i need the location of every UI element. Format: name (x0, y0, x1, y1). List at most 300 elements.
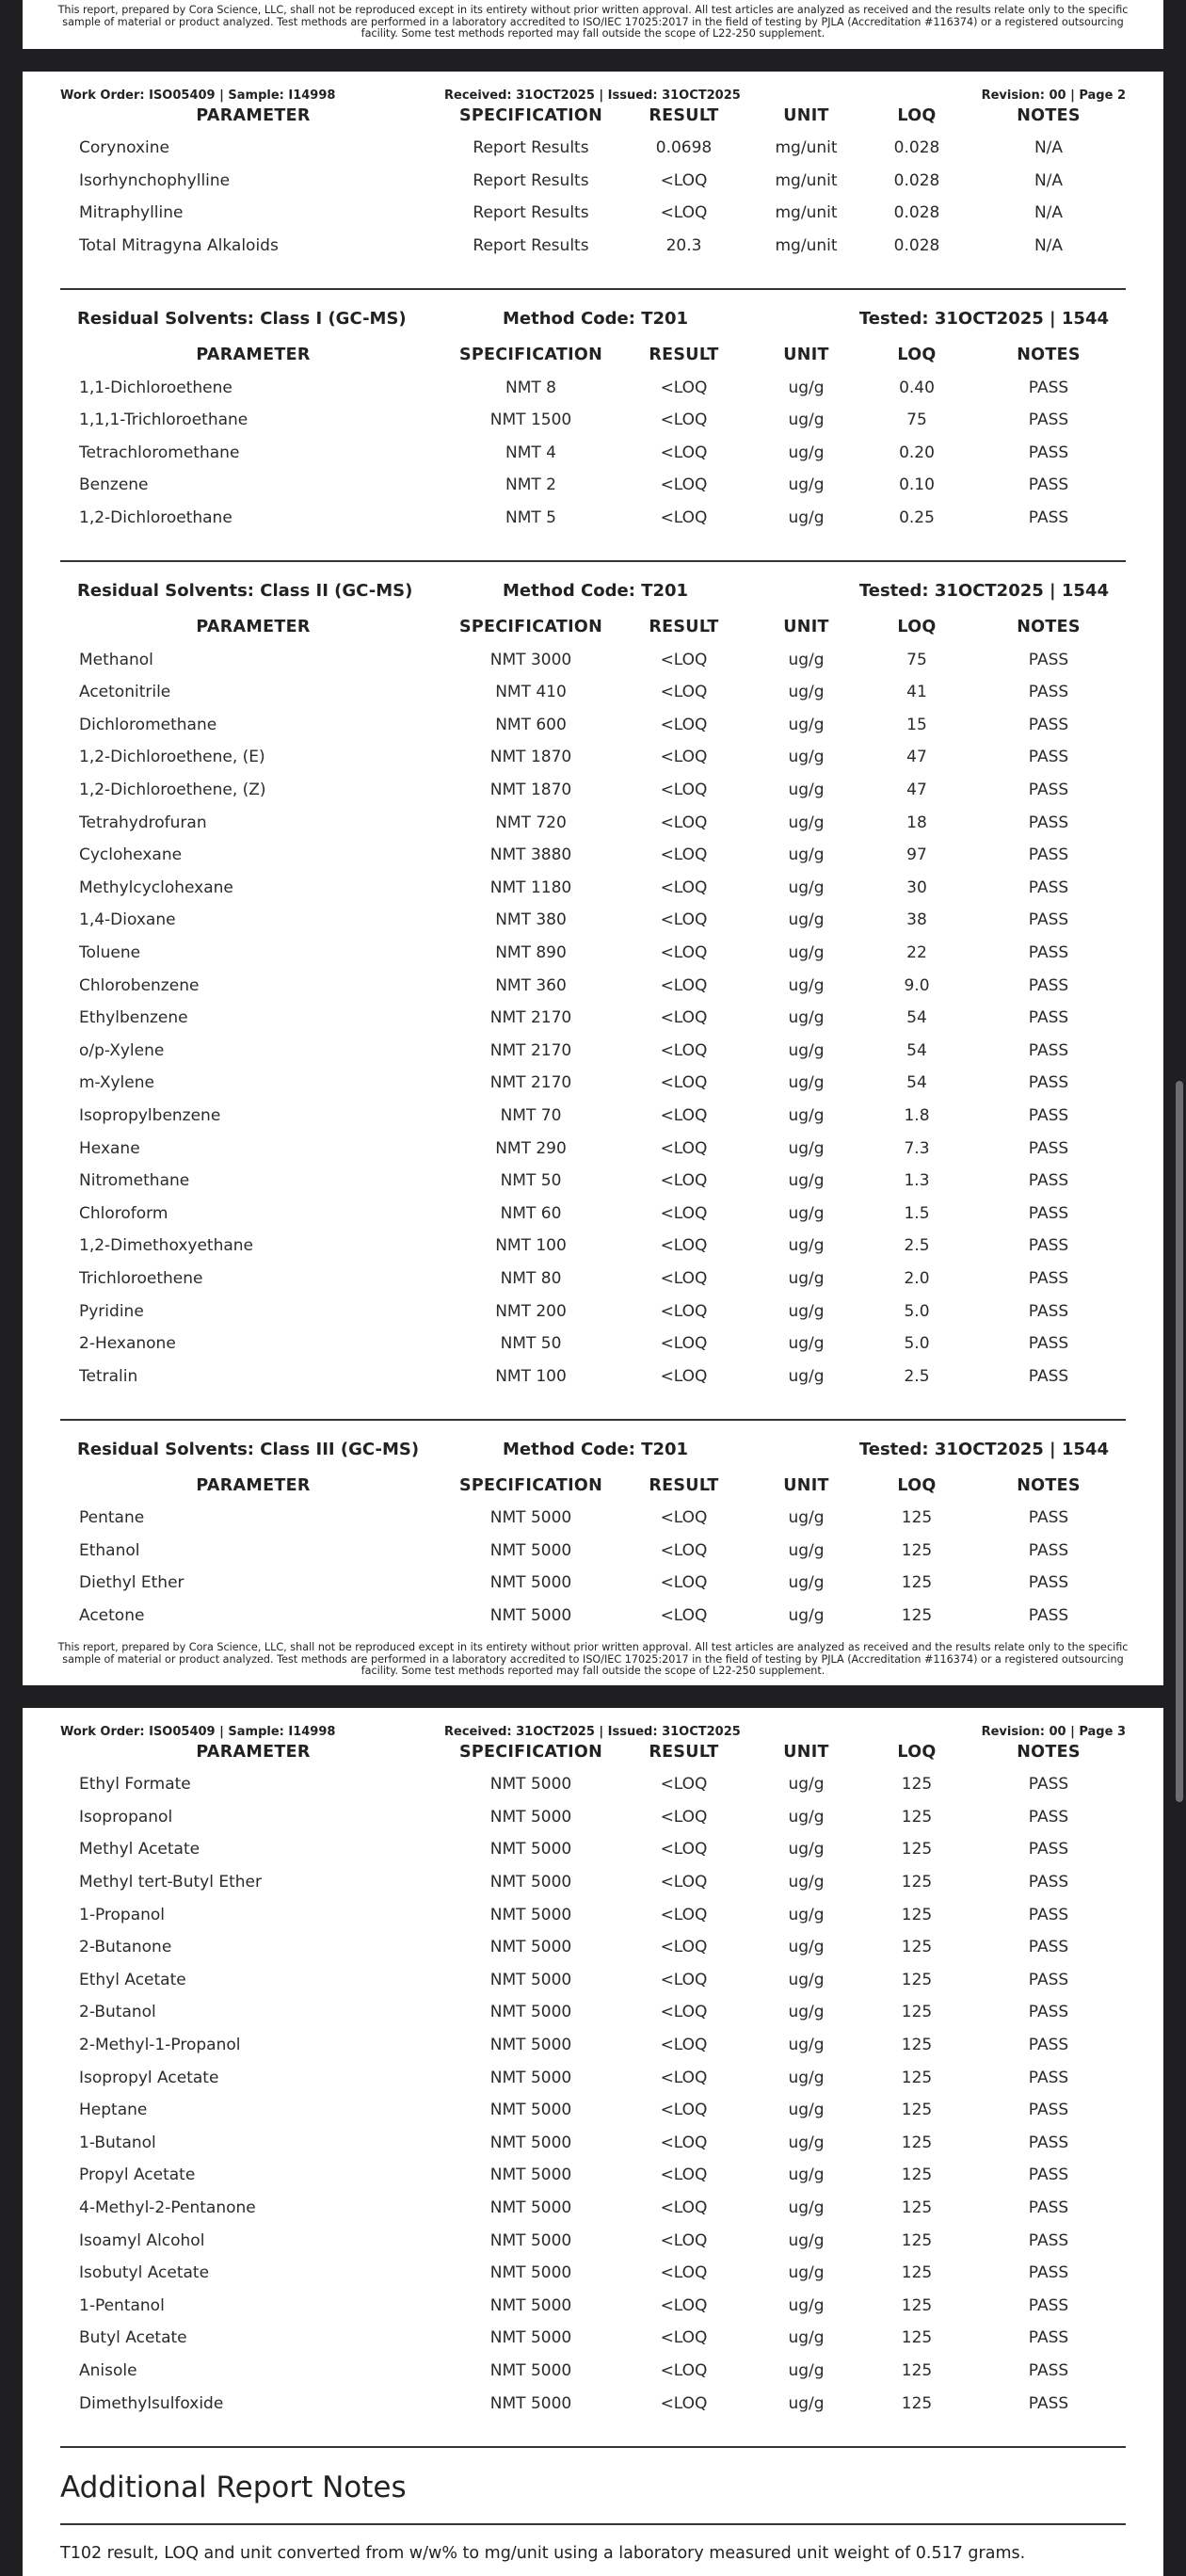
cell-unit: ug/g (788, 1008, 825, 1028)
cell-loq: 15 (906, 715, 927, 734)
cell-loq: 125 (901, 1606, 933, 1626)
cell-unit: ug/g (788, 2036, 825, 2055)
cell-parameter: Ethyl Formate (79, 1775, 191, 1795)
cell-specification: NMT 5000 (489, 2393, 572, 2413)
cell-parameter: Methyl tert-Butyl Ether (79, 1873, 262, 1892)
cell-loq: 125 (901, 2036, 933, 2055)
cell-result: <LOQ (660, 1573, 708, 1593)
cell-result: <LOQ (660, 475, 708, 495)
cell-parameter: Chloroform (79, 1203, 168, 1223)
column-header-unit: UNIT (783, 346, 829, 365)
table-row (60, 741, 1124, 774)
cell-loq: 125 (901, 1775, 933, 1795)
cell-notes: PASS (1028, 443, 1069, 462)
cell-loq: 0.028 (893, 236, 940, 256)
column-header-result: RESULT (649, 1476, 719, 1495)
cell-specification: NMT 380 (495, 910, 567, 930)
cell-loq: 125 (901, 2393, 933, 2413)
column-header-notes: NOTES (1017, 1476, 1081, 1495)
cell-notes: PASS (1028, 378, 1069, 397)
cell-loq: 0.25 (899, 508, 935, 528)
cell-unit: ug/g (788, 2003, 825, 2022)
cell-loq: 125 (901, 1938, 933, 1957)
cell-loq: 0.028 (893, 170, 940, 190)
cell-notes: PASS (1028, 1073, 1069, 1093)
cell-parameter: Methyl Acetate (79, 1840, 200, 1860)
cell-loq: 125 (901, 1508, 933, 1528)
cell-result: <LOQ (660, 1268, 708, 1288)
cell-unit: ug/g (788, 1775, 825, 1795)
column-header-unit: UNIT (783, 1476, 829, 1495)
cell-notes: PASS (1028, 1840, 1069, 1860)
cell-unit: ug/g (788, 1073, 825, 1093)
work-order: Work Order: ISO05409 | Sample: I14998 (60, 89, 336, 103)
cell-specification: NMT 50 (500, 1334, 562, 1354)
cell-loq: 0.10 (899, 475, 935, 495)
table-row (60, 1898, 1124, 1931)
column-header-result: RESULT (649, 1743, 719, 1762)
cell-unit: ug/g (788, 2230, 825, 2250)
table-row (60, 371, 1124, 404)
cell-notes: PASS (1028, 475, 1069, 495)
cell-loq: 97 (906, 845, 927, 865)
cell-notes: PASS (1028, 411, 1069, 430)
cell-specification: NMT 5000 (489, 2133, 572, 2152)
cell-unit: ug/g (788, 2328, 825, 2348)
cell-notes: PASS (1028, 650, 1069, 669)
cell-unit: ug/g (788, 845, 825, 865)
cell-result: <LOQ (660, 2036, 708, 2055)
cell-parameter: 2-Butanone (79, 1938, 172, 1957)
cell-unit: ug/g (788, 1840, 825, 1860)
cell-parameter: 1,2-Dichloroethane (79, 508, 232, 528)
cell-specification: NMT 5000 (489, 2068, 572, 2087)
cell-loq: 125 (901, 1840, 933, 1860)
cell-result: <LOQ (660, 2003, 708, 2022)
table-row (60, 676, 1124, 709)
cell-loq: 125 (901, 2230, 933, 2250)
cell-unit: ug/g (788, 2360, 825, 2380)
cell-specification: NMT 2170 (489, 1073, 572, 1093)
class-1-table (60, 339, 1124, 534)
cell-parameter: Anisole (79, 2360, 137, 2380)
cell-specification: NMT 5000 (489, 1905, 572, 1924)
cell-specification: Report Results (473, 236, 589, 256)
cell-specification: NMT 5000 (489, 1508, 572, 1528)
cell-result: <LOQ (660, 650, 708, 669)
cell-notes: PASS (1028, 1138, 1069, 1158)
table-row (60, 1964, 1124, 1997)
scrollbar-thumb[interactable] (1176, 1081, 1183, 1802)
cell-specification: NMT 5000 (489, 1775, 572, 1795)
cell-parameter: Pentane (79, 1508, 145, 1528)
cell-result: <LOQ (660, 1970, 708, 1989)
cell-result: <LOQ (660, 1301, 708, 1321)
cell-specification: NMT 5000 (489, 2360, 572, 2380)
table-row (60, 839, 1124, 872)
cell-result: <LOQ (660, 748, 708, 767)
cell-notes: PASS (1028, 683, 1069, 702)
cell-loq: 1.8 (904, 1105, 930, 1125)
cell-result: 20.3 (665, 236, 702, 256)
cell-result: <LOQ (660, 203, 708, 223)
cell-result: <LOQ (660, 813, 708, 832)
cell-parameter: Trichloroethene (79, 1268, 203, 1288)
section-title: Residual Solvents: Class II (GC-MS) (77, 581, 413, 602)
cell-notes: PASS (1028, 1171, 1069, 1191)
table-row (60, 2387, 1124, 2420)
cell-notes: PASS (1028, 1203, 1069, 1223)
cell-result: <LOQ (660, 1775, 708, 1795)
cell-loq: 125 (901, 1573, 933, 1593)
cell-unit: ug/g (788, 1508, 825, 1528)
scrollbar[interactable] (1173, 0, 1186, 2576)
table-row (60, 1165, 1124, 1198)
cell-specification: NMT 2 (505, 475, 556, 495)
table-row (60, 904, 1124, 937)
cell-parameter: 1,4-Dioxane (79, 910, 176, 930)
cell-result: <LOQ (660, 443, 708, 462)
column-header-parameter: PARAMETER (196, 1476, 311, 1495)
cell-result: <LOQ (660, 1334, 708, 1354)
cell-result: <LOQ (660, 1008, 708, 1028)
cell-specification: NMT 5000 (489, 2101, 572, 2120)
cell-unit: ug/g (788, 1105, 825, 1125)
cell-loq: 2.5 (904, 1366, 930, 1386)
cell-loq: 125 (901, 2003, 933, 2022)
cell-specification: NMT 5000 (489, 1573, 572, 1593)
cell-loq: 54 (906, 1040, 927, 1060)
table-row (60, 937, 1124, 970)
cell-notes: PASS (1028, 1938, 1069, 1957)
cell-unit: mg/unit (775, 170, 838, 190)
column-header-unit: UNIT (783, 618, 829, 637)
revision-page: Revision: 00 | Page 3 (981, 1725, 1126, 1739)
cell-unit: ug/g (788, 942, 825, 962)
cell-result: <LOQ (660, 1073, 708, 1093)
cell-parameter: Tetralin (79, 1366, 138, 1386)
table-row (60, 1067, 1124, 1100)
cell-parameter: Isorhynchophylline (79, 170, 231, 190)
table-row (60, 1768, 1124, 1801)
cell-specification: NMT 5000 (489, 1938, 572, 1957)
cell-loq: 38 (906, 910, 927, 930)
additional-notes-title: Additional Report Notes (60, 2470, 407, 2504)
cell-notes: PASS (1028, 1905, 1069, 1924)
cell-notes: PASS (1028, 1807, 1069, 1827)
cell-notes: PASS (1028, 942, 1069, 962)
cell-notes: PASS (1028, 1236, 1069, 1256)
table-header-row (60, 1736, 1124, 1768)
cell-notes: PASS (1028, 748, 1069, 767)
cell-notes: PASS (1028, 2133, 1069, 2152)
cell-result: <LOQ (660, 1606, 708, 1626)
cell-parameter: Isopropyl Acetate (79, 2068, 219, 2087)
cell-parameter: Pyridine (79, 1301, 144, 1321)
cell-specification: NMT 5000 (489, 2003, 572, 2022)
table-row (60, 1328, 1124, 1360)
cell-loq: 75 (906, 411, 927, 430)
cell-unit: ug/g (788, 2133, 825, 2152)
cell-unit: ug/g (788, 2198, 825, 2218)
cell-parameter: Ethylbenzene (79, 1008, 188, 1028)
cell-loq: 41 (906, 683, 927, 702)
cell-specification: NMT 1870 (489, 781, 572, 800)
additional-notes-text: T102 result, LOQ and unit converted from w/w% to mg/unit using a laboratory measured unit weight of 0.517 grams. (60, 2543, 1026, 2563)
table-row (60, 2290, 1124, 2323)
cell-parameter: 2-Butanol (79, 2003, 156, 2022)
cell-loq: 125 (901, 1970, 933, 1989)
column-header-result: RESULT (649, 346, 719, 365)
cell-result: <LOQ (660, 170, 708, 190)
column-header-result: RESULT (649, 618, 719, 637)
cell-unit: ug/g (788, 1268, 825, 1288)
cell-parameter: Diethyl Ether (79, 1573, 184, 1593)
cell-parameter: Cyclohexane (79, 845, 183, 865)
cell-parameter: Mitraphylline (79, 203, 184, 223)
cell-result: <LOQ (660, 1905, 708, 1924)
cell-loq: 125 (901, 2198, 933, 2218)
table-header-row (60, 339, 1124, 371)
table-row (60, 2159, 1124, 2192)
cell-loq: 0.40 (899, 378, 935, 397)
cell-unit: ug/g (788, 475, 825, 495)
cell-specification: NMT 1870 (489, 748, 572, 767)
cell-notes: PASS (1028, 1573, 1069, 1593)
column-header-loq: LOQ (897, 346, 937, 365)
column-header-specification: SPECIFICATION (458, 346, 603, 365)
cell-result: <LOQ (660, 378, 708, 397)
cell-notes: PASS (1028, 2101, 1069, 2120)
cell-specification: NMT 1180 (489, 877, 572, 897)
cell-result: <LOQ (660, 975, 708, 995)
cell-parameter: Chlorobenzene (79, 975, 200, 995)
cell-specification: NMT 5000 (489, 1807, 572, 1827)
cell-result: <LOQ (660, 1236, 708, 1256)
cell-notes: PASS (1028, 2198, 1069, 2218)
cell-unit: ug/g (788, 443, 825, 462)
cell-notes: N/A (1034, 138, 1064, 158)
method-code: Method Code: T201 (503, 1440, 689, 1459)
cell-specification: NMT 360 (495, 975, 567, 995)
cell-parameter: 2-Methyl-1-Propanol (79, 2036, 241, 2055)
cell-unit: ug/g (788, 1203, 825, 1223)
cell-notes: PASS (1028, 1873, 1069, 1892)
report-page-3 (23, 1708, 1163, 2576)
cell-notes: PASS (1028, 1366, 1069, 1386)
table-row (60, 1034, 1124, 1067)
cell-unit: ug/g (788, 508, 825, 528)
cell-loq: 125 (901, 1905, 933, 1924)
cell-specification: NMT 2170 (489, 1008, 572, 1028)
cell-result: <LOQ (660, 508, 708, 528)
column-header-specification: SPECIFICATION (458, 106, 603, 125)
cell-result: <LOQ (660, 2295, 708, 2315)
cell-unit: ug/g (788, 1573, 825, 1593)
cell-specification: NMT 4 (505, 443, 556, 462)
report-page-2 (23, 72, 1163, 1685)
cell-unit: ug/g (788, 1606, 825, 1626)
table-row (60, 1931, 1124, 1964)
class-1-section-header (60, 290, 1126, 339)
cell-notes: PASS (1028, 2360, 1069, 2380)
cell-notes: PASS (1028, 975, 1069, 995)
table-row (60, 2127, 1124, 2160)
cell-parameter: Tetrahydrofuran (79, 813, 207, 832)
cell-specification: NMT 5000 (489, 2328, 572, 2348)
cell-parameter: o/p-Xylene (79, 1040, 165, 1060)
cell-notes: PASS (1028, 1008, 1069, 1028)
cell-unit: mg/unit (775, 203, 838, 223)
cell-result: <LOQ (660, 2360, 708, 2380)
class-3-continued-table (60, 1736, 1124, 2420)
cell-result: <LOQ (660, 1040, 708, 1060)
cell-notes: PASS (1028, 781, 1069, 800)
cell-specification: NMT 5000 (489, 2295, 572, 2315)
cell-loq: 2.5 (904, 1236, 930, 1256)
cell-parameter: m-Xylene (79, 1073, 154, 1093)
cell-notes: PASS (1028, 1268, 1069, 1288)
cell-notes: PASS (1028, 1301, 1069, 1321)
cell-parameter: Benzene (79, 475, 149, 495)
cell-loq: 125 (901, 2328, 933, 2348)
cell-parameter: Propyl Acetate (79, 2165, 196, 2185)
table-row (60, 643, 1124, 676)
cell-loq: 125 (901, 2295, 933, 2315)
table-row (60, 165, 1124, 198)
cell-loq: 22 (906, 942, 927, 962)
cell-specification: NMT 5000 (489, 1540, 572, 1560)
cell-notes: PASS (1028, 1334, 1069, 1354)
column-header-loq: LOQ (897, 618, 937, 637)
cell-specification: NMT 5000 (489, 2230, 572, 2250)
disclaimer-text: This report, prepared by Cora Science, LLC, shall not be reproduced except in its entirety without prior written approval. All test articles are analyzed as received and the results relate only to the specific sample of material or product analyzed. Test methods are performed in a laboratory accredited to ISO/IEC 17025:2017 in the field of testing by PJLA (Accreditation #116374) or a registered outsourcing facility. Some test methods reported may fall outside the scope of L22-250 supplement. (57, 1641, 1129, 1677)
cell-loq: 1.3 (904, 1171, 930, 1191)
page-1-footer (23, 0, 1163, 49)
table-row (60, 2224, 1124, 2257)
table-row (60, 1360, 1124, 1393)
cell-notes: PASS (1028, 2036, 1069, 2055)
table-row (60, 1833, 1124, 1866)
cell-unit: ug/g (788, 2165, 825, 2185)
cell-notes: PASS (1028, 1970, 1069, 1989)
table-row (60, 1132, 1124, 1165)
cell-specification: NMT 5000 (489, 2036, 572, 2055)
cell-notes: N/A (1034, 236, 1064, 256)
cell-result: 0.0698 (655, 138, 713, 158)
cell-loq: 125 (901, 2068, 933, 2087)
revision-page: Revision: 00 | Page 2 (981, 89, 1126, 103)
cell-result: <LOQ (660, 2393, 708, 2413)
column-header-specification: SPECIFICATION (458, 1743, 603, 1762)
table-row (60, 774, 1124, 807)
table-row (60, 872, 1124, 905)
cell-parameter: 1,2-Dimethoxyethane (79, 1236, 253, 1256)
class-3-table (60, 1470, 1124, 1632)
cell-loq: 125 (901, 2165, 933, 2185)
column-header-loq: LOQ (897, 1476, 937, 1495)
cell-loq: 75 (906, 650, 927, 669)
cell-loq: 0.20 (899, 443, 935, 462)
table-row (60, 1996, 1124, 2029)
cell-unit: ug/g (788, 1970, 825, 1989)
cell-result: <LOQ (660, 845, 708, 865)
cell-unit: mg/unit (775, 236, 838, 256)
cell-result: <LOQ (660, 1840, 708, 1860)
cell-unit: ug/g (788, 1301, 825, 1321)
cell-specification: NMT 200 (495, 1301, 567, 1321)
table-header-row (60, 100, 1124, 132)
cell-result: <LOQ (660, 1138, 708, 1158)
work-order: Work Order: ISO05409 | Sample: I14998 (60, 1725, 336, 1739)
cell-notes: PASS (1028, 2003, 1069, 2022)
cell-unit: ug/g (788, 1873, 825, 1892)
method-code: Method Code: T201 (503, 581, 689, 602)
cell-specification: NMT 5000 (489, 1840, 572, 1860)
page-header (60, 72, 1126, 103)
received-issued: Received: 31OCT2025 | Issued: 31OCT2025 (444, 89, 741, 103)
table-row (60, 230, 1124, 263)
cell-result: <LOQ (660, 2230, 708, 2250)
page-header (60, 1708, 1126, 1739)
cell-unit: ug/g (788, 378, 825, 397)
cell-unit: mg/unit (775, 138, 838, 158)
cell-notes: PASS (1028, 845, 1069, 865)
cell-parameter: Isobutyl Acetate (79, 2263, 210, 2283)
cell-parameter: 1,2-Dichloroethene, (Z) (79, 781, 266, 800)
column-header-result: RESULT (649, 106, 719, 125)
cell-loq: 125 (901, 1540, 933, 1560)
class-2-table (60, 611, 1124, 1393)
table-row (60, 1801, 1124, 1834)
column-header-notes: NOTES (1017, 106, 1081, 125)
cell-specification: NMT 100 (495, 1236, 567, 1256)
cell-specification: NMT 3000 (489, 650, 572, 669)
cell-result: <LOQ (660, 1171, 708, 1191)
cell-specification: NMT 5000 (489, 2165, 572, 2185)
cell-specification: NMT 5 (505, 508, 556, 528)
method-code: Method Code: T201 (503, 309, 689, 330)
column-header-loq: LOQ (897, 106, 937, 125)
cell-notes: PASS (1028, 910, 1069, 930)
cell-parameter: Ethanol (79, 1540, 140, 1560)
cell-parameter: Methanol (79, 650, 153, 669)
table-row (60, 502, 1124, 535)
cell-parameter: Dichloromethane (79, 715, 217, 734)
table-row (60, 2257, 1124, 2290)
cell-unit: ug/g (788, 781, 825, 800)
cell-unit: ug/g (788, 1938, 825, 1957)
table-row (60, 469, 1124, 502)
table-row (60, 197, 1124, 230)
cell-unit: ug/g (788, 683, 825, 702)
cell-loq: 0.028 (893, 203, 940, 223)
column-header-specification: SPECIFICATION (458, 618, 603, 637)
received-issued: Received: 31OCT2025 | Issued: 31OCT2025 (444, 1725, 741, 1739)
cell-specification: Report Results (473, 138, 589, 158)
table-row (60, 1567, 1124, 1600)
cell-parameter: Methylcyclohexane (79, 877, 233, 897)
cell-parameter: 1,2-Dichloroethene, (E) (79, 748, 265, 767)
cell-parameter: Acetonitrile (79, 683, 171, 702)
cell-result: <LOQ (660, 1807, 708, 1827)
cell-notes: PASS (1028, 813, 1069, 832)
cell-notes: PASS (1028, 2328, 1069, 2348)
cell-unit: ug/g (788, 2393, 825, 2413)
cell-parameter: Tetrachloromethane (79, 443, 240, 462)
cell-result: <LOQ (660, 1508, 708, 1528)
cell-notes: PASS (1028, 1606, 1069, 1626)
